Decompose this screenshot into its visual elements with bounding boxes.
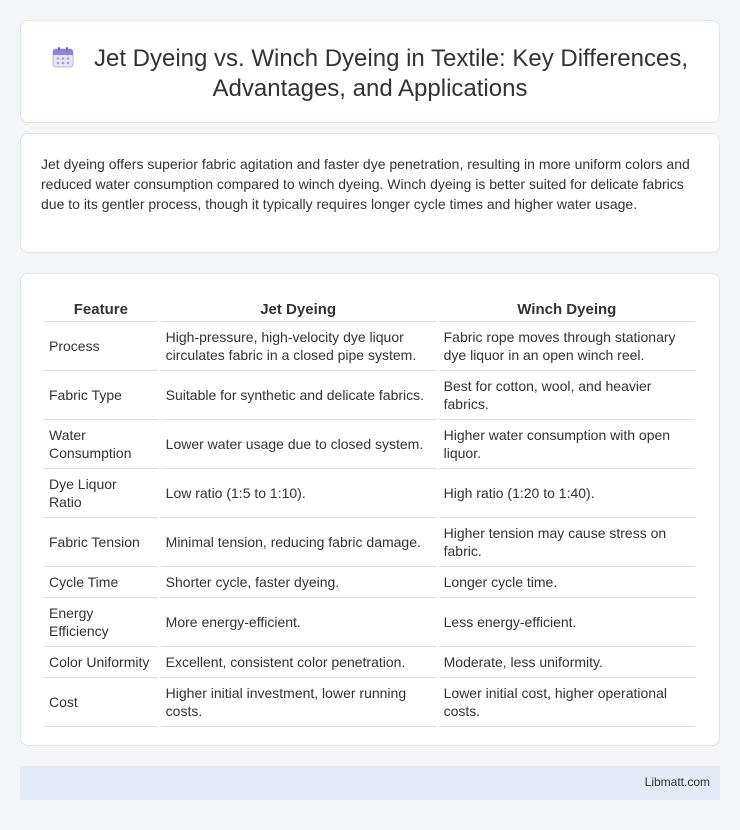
footer-brand[interactable]: Libmatt.com (644, 775, 710, 789)
header-feature: Feature (44, 294, 158, 322)
title-line-2: Advantages, and Applications (212, 75, 528, 102)
comparison-card (20, 273, 720, 746)
winch-cell: Best for cotton, wool, and heavier fabrics. (439, 371, 695, 420)
jet-cell: Shorter cycle, faster dyeing. (161, 567, 436, 598)
jet-cell: Excellent, consistent color penetration. (161, 647, 436, 678)
feature-cell: Dye Liquor Ratio (44, 469, 158, 518)
feature-cell: Water Consumption (44, 420, 158, 469)
table-row (44, 567, 695, 598)
feature-cell: Fabric Type (44, 371, 158, 420)
feature-cell: Energy Efficiency (44, 598, 158, 647)
table-row (44, 469, 695, 518)
jet-cell: Lower water usage due to closed system. (161, 420, 436, 469)
table-header-row (44, 294, 695, 322)
table-row (44, 371, 695, 420)
winch-cell: Higher tension may cause stress on fabric. (439, 518, 695, 567)
jet-cell: Suitable for synthetic and delicate fabrics. (161, 371, 436, 420)
feature-cell: Cycle Time (44, 567, 158, 598)
table-row (44, 420, 695, 469)
winch-cell: Less energy-efficient. (439, 598, 695, 647)
jet-cell: Low ratio (1:5 to 1:10). (161, 469, 436, 518)
table-row (44, 598, 695, 647)
feature-cell: Cost (44, 678, 158, 727)
table-row (44, 647, 695, 678)
jet-cell: Minimal tension, reducing fabric damage. (161, 518, 436, 567)
winch-cell: High ratio (1:20 to 1:40). (439, 469, 695, 518)
summary-text: Jet dyeing offers superior fabric agitation and faster dye penetration, resulting in more uniform colors and reduced water consumption compared to winch dyeing. Winch dyeing is better suited for delicate fabrics due to its gentler process, though it typically requires longer cycle times and higher water usage. (41, 156, 690, 212)
winch-cell: Higher water consumption with open liquor. (439, 420, 695, 469)
feature-cell: Fabric Tension (44, 518, 158, 567)
table-row (44, 678, 695, 727)
calendar-icon (52, 46, 74, 68)
header-winch-dyeing: Winch Dyeing (439, 294, 695, 322)
winch-cell: Fabric rope moves through stationary dye liquor in an open winch reel. (439, 322, 695, 371)
header-jet-dyeing: Jet Dyeing (161, 294, 436, 322)
title-line-1: Jet Dyeing vs. Winch Dyeing in Textile: Key Differences, (93, 45, 689, 72)
jet-cell: More energy-efficient. (161, 598, 436, 647)
jet-cell: Higher initial investment, lower running costs. (161, 678, 436, 727)
winch-cell: Lower initial cost, higher operational costs. (439, 678, 695, 727)
winch-cell: Longer cycle time. (439, 567, 695, 598)
page-title (21, 44, 719, 104)
feature-cell: Color Uniformity (44, 647, 158, 678)
footer (20, 766, 720, 800)
winch-cell: Moderate, less uniformity. (439, 647, 695, 678)
table-row (44, 518, 695, 567)
feature-cell: Process (44, 322, 158, 371)
title-card (20, 20, 720, 123)
table-row (44, 322, 695, 371)
jet-cell: High-pressure, high-velocity dye liquor circulates fabric in a closed pipe system. (161, 322, 436, 371)
summary-card (20, 133, 720, 253)
comparison-table (41, 294, 698, 727)
